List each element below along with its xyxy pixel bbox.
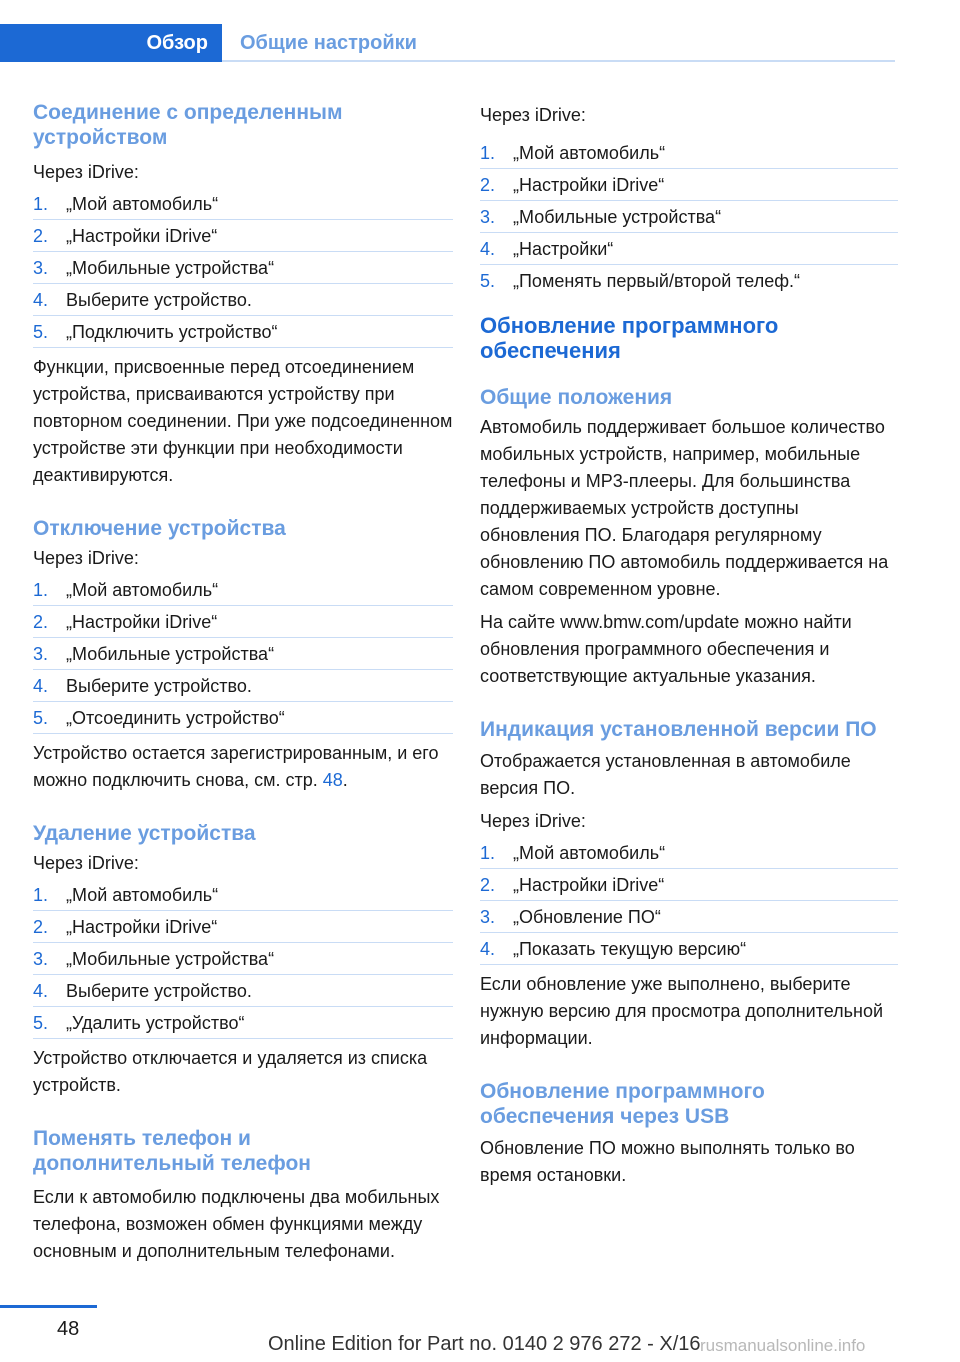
tab-overview-label: Обзор (146, 31, 208, 54)
list-item: 5. „Отсоединить устройство“ (33, 708, 453, 728)
list-item: 2. „Настройки iDrive“ (480, 875, 898, 895)
heading-usb-update: Обновление программного обеспечения через USB (480, 1080, 765, 1128)
list-item: 4. Выберите устройство. (33, 981, 453, 1001)
list-item: 3. „Мобильные устройства“ (480, 207, 898, 227)
page-header (0, 24, 960, 62)
list-item: 5. „Поменять первый/второй телеф.“ (480, 271, 801, 291)
list-item: 2. „Настройки iDrive“ (33, 917, 453, 937)
paragraph: Отображается установленная в автомобиле версия ПО. (480, 751, 851, 798)
list-item: 4. „Показать текущую версию“ (480, 939, 898, 959)
intro-text: Через iDrive: (33, 548, 139, 568)
tab-general-settings[interactable] (240, 24, 417, 62)
heading-general-info: Общие положения (480, 386, 673, 409)
list-item: 4. Выберите устройство. (33, 290, 453, 310)
intro-text: Через iDrive: (480, 811, 586, 831)
list-item: 5. „Подключить устройство“ (33, 322, 453, 342)
list-item: 5. „Удалить устройство“ (33, 1013, 453, 1033)
list-item: 2. „Настройки iDrive“ (480, 175, 898, 195)
paragraph: Автомобиль поддерживает большое количество мобильных устройств, например, мобильные телефоны и MP3-плееры. Для большинства поддерживаемых устройств доступны обновления ПО. Благодаря регулярному обновлению ПО автомобиль поддерживается на самом современном уровне. (480, 417, 889, 599)
left-column (33, 100, 453, 1265)
list-item: 1. „Мой автомобиль“ (480, 843, 898, 863)
heading-installed-version: Индикация установленной версии ПО (480, 718, 877, 741)
list-item: 1. „Мой автомобиль“ (33, 580, 453, 600)
tab-general-settings-label: Общие настройки (240, 31, 417, 54)
list-item: 1. „Мой автомобиль“ (480, 143, 898, 163)
list-item: 3. „Обновление ПО“ (480, 907, 898, 927)
page-link[interactable]: 48 (322, 770, 343, 790)
paragraph: Устройство отключается и удаляется из списка устройств. (33, 1048, 428, 1095)
paragraph: Если к автомобилю подключены два мобильных телефона, возможен обмен функциями между основным и дополнительным телефонами. (33, 1187, 440, 1261)
header-divider (222, 60, 895, 62)
steps-delete (33, 885, 453, 1033)
paragraph: Обновление ПО можно выполнять только во время остановки. (480, 1138, 855, 1185)
paragraph: Функции, присвоенные перед отсоединением устройства, присваиваются устройству при повторном соединении. При уже подсоединенном устройстве эти функции при необходимости деактивируются. (33, 357, 453, 485)
list-item: 3. „Мобильные устройства“ (33, 258, 453, 278)
list-item: 1. „Мой автомобиль“ (33, 194, 453, 214)
list-item: 3. „Мобильные устройства“ (33, 644, 453, 664)
list-item: 4. „Настройки“ (480, 239, 898, 259)
steps-disconnect (33, 580, 453, 728)
paragraph: На сайте www.bmw.com/update можно найти обновления программного обеспечения и соответствующие актуальные указания. (480, 612, 852, 686)
intro-text: Через iDrive: (33, 853, 139, 873)
heading-delete-device: Удаление устройства (33, 822, 256, 845)
list-item: 2. „Настройки iDrive“ (33, 612, 453, 632)
paragraph: Если обновление уже выполнено, выберите нужную версию для просмотра дополнительной информации. (480, 974, 884, 1048)
edition-text: Online Edition for Part no. 0140 2 976 272 - X/16 (268, 1333, 701, 1355)
steps-version (480, 843, 898, 959)
steps-swap (480, 143, 898, 291)
paragraph: Устройство остается зарегистрированным, и его можно подключить снова, см. стр. 48. (33, 743, 439, 790)
list-item: 4. Выберите устройство. (33, 676, 453, 696)
page-number: 48 (57, 1318, 80, 1340)
intro-text: Через iDrive: (33, 162, 139, 182)
tab-overview[interactable] (0, 24, 222, 62)
steps-connect (33, 194, 453, 342)
intro-text: Через iDrive: (480, 105, 586, 125)
right-column (480, 100, 898, 1189)
list-item: 1. „Мой автомобиль“ (33, 885, 453, 905)
heading-software-update: Обновление программного обеспечения (480, 313, 779, 363)
heading-swap-phone: Поменять телефон и дополнительный телефон (33, 1127, 311, 1175)
list-item: 3. „Мобильные устройства“ (33, 949, 453, 969)
watermark: rusmanualsonline.info (700, 1336, 866, 1355)
heading-disconnect-device: Отключение устройства (33, 517, 286, 540)
heading-connect-device: Соединение с определенным устройством (33, 101, 343, 149)
footer-accent-line (0, 1305, 97, 1308)
list-item: 2. „Настройки iDrive“ (33, 226, 453, 246)
